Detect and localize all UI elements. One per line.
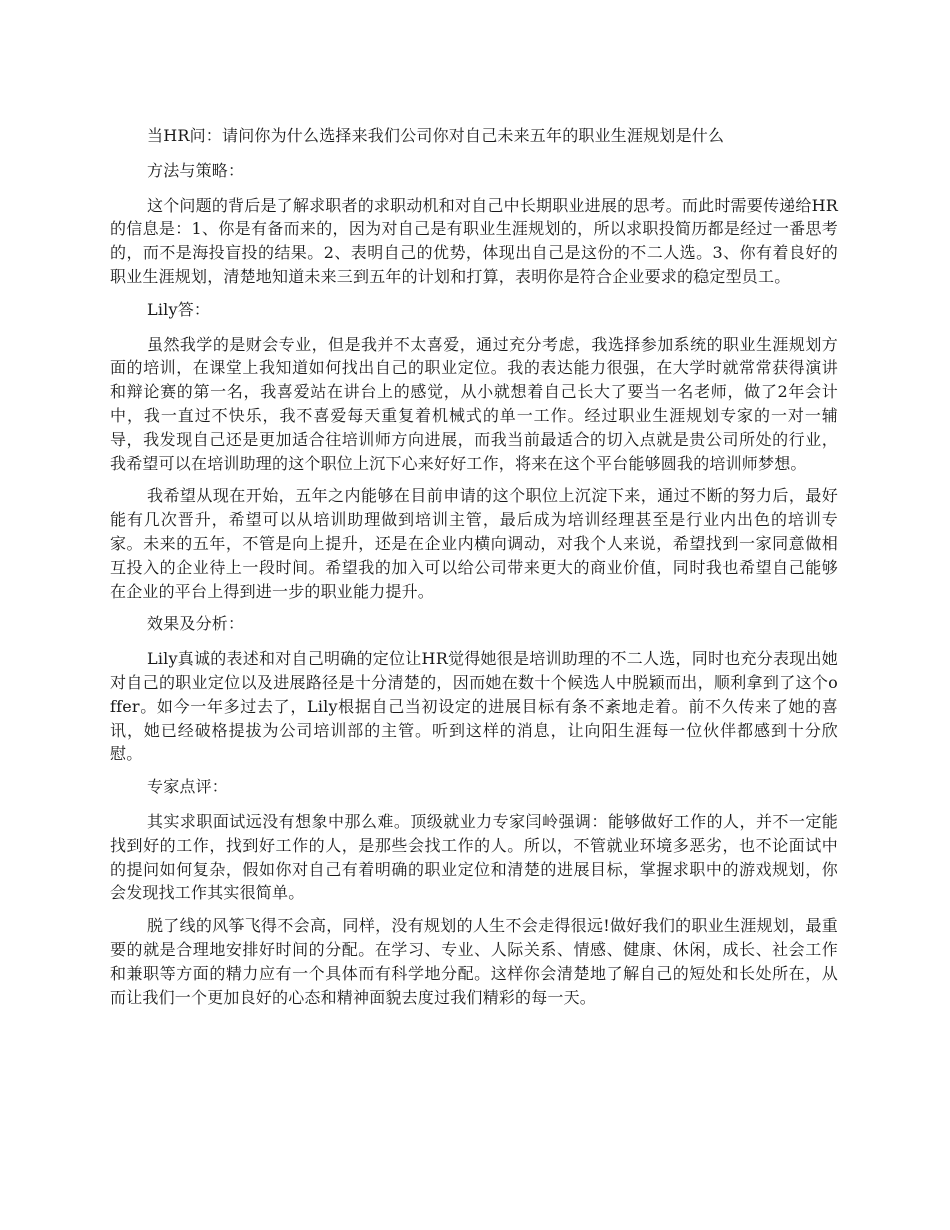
expert-heading: 专家点评： (147, 777, 229, 797)
effect-paragraph: Lily真诚的表述和对自己明确的定位让HR觉得她很是培训助理的不二人选，同时也充分表现出她对自己的职业定位以及进展路径是十分清楚的，因而她在数十个候选人中脱颖而出，顺利拿到了这个offer。如今一年多过去了，Lily根据自己当初设定的进展目标有条不紊地走着。前不久传来了她的喜讯，她已经破格提拔为公司培训部的主管。听到这样的消息，让向阳生涯每一位伙伴都感到十分欣慰。 (110, 649, 838, 764)
document-page (110, 124, 838, 1018)
method-paragraph: 这个问题的背后是了解求职者的求职动机和对自己中长期职业进展的思考。而此时需要传递给HR的信息是：1、你是有备而来的，因为对自己是有职业生涯规划的，所以求职投简历都是经过一番思考的，而不是海投盲投的结果。2、表明自己的优势，体现出自己是这份的不二人选。3、你有着良好的职业生涯规划，清楚地知道未来三到五年的计划和打算，表明你是符合企业要求的稳定型员工。 (110, 195, 838, 286)
effect-heading: 效果及分析： (147, 614, 245, 634)
answer-paragraph-1: 虽然我学的是财会专业，但是我并不太喜爱，通过充分考虑，我选择参加系统的职业生涯规划方面的培训，在课堂上我知道如何找出自己的职业定位。我的表达能力很强，在大学时就常常获得演讲和辩论赛的第一名，我喜爱站在讲台上的感觉，从小就想着自己长大了要当一名老师，做了2年会计中，我一直过不快乐，我不喜爱每天重复着机械式的单一工作。经过职业生涯规划专家的一对一辅导，我发现自己还是更加适合往培训师方向进展，而我当前最适合的切入点就是贵公司所处的行业，我希望可以在培训助理的这个职位上沉下心来好好工作，将来在这个平台能够圆我的培训师梦想。 (110, 334, 838, 473)
question-heading: 当HR问：请问你为什么选择来我们公司你对自己未来五年的职业生涯规划是什么 (147, 126, 725, 145)
lily-answer-heading: Lily答： (147, 299, 211, 319)
expert-paragraph-1: 其实求职面试远没有想象中那么难。顶级就业力专家闫岭强调：能够做好工作的人，并不一定能找到好的工作，找到好工作的人，是那些会找工作的人。所以，不管就业环境多恶劣，也不论面试中的提问如何复杂，假如你对自己有着明确的职业定位和清楚的进展目标，掌握求职中的游戏规划，你会发现找工作其实很简单。 (110, 811, 838, 903)
method-heading: 方法与策略： (147, 160, 245, 180)
answer-paragraph-2: 我希望从现在开始，五年之内能够在目前申请的这个职位上沉淀下来，通过不断的努力后，最好能有几次晋升，希望可以从培训助理做到培训主管，最后成为培训经理甚至是行业内出色的培训专家。未来的五年，不管是向上提升，还是在企业内横向调动，对我个人来说，希望找到一家同意做相互投入的企业待上一段时间。希望我的加入可以给公司带来更大的商业价值，同时我也希望自己能够在企业的平台上得到进一步的职业能力提升。 (110, 486, 838, 601)
expert-paragraph-2: 脱了线的风筝飞得不会高，同样，没有规划的人生不会走得很远!做好我们的职业生涯规划，最重要的就是合理地安排好时间的分配。在学习、专业、人际关系、情感、健康、休闲，成长、社会工作和兼职等方面的精力应有一个具体而有科学地分配。这样你会清楚地了解自己的短处和长处所在，从而让我们一个更加良好的心态和精神面貌去度过我们精彩的每一天。 (110, 916, 838, 1007)
